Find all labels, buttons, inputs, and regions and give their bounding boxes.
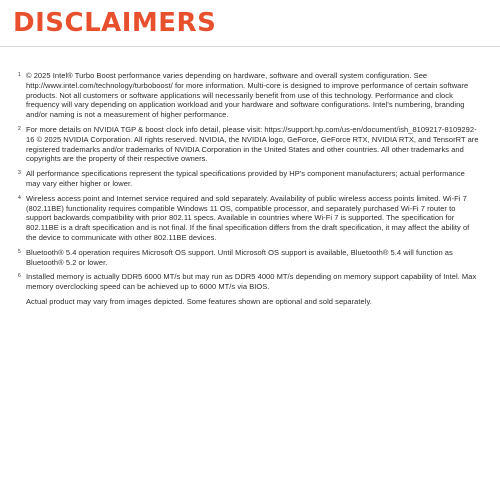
- footnote-list: [18, 71, 480, 307]
- footnote-4: [18, 194, 480, 243]
- footnote-text: For more details on NVIDIA TGP & boost clock info detail, please visit: https://support.hp.com/us-en/document/ish_8109217-8109292-16 © 2025 NVIDIA Corporation. All rights reserved. NVIDIA, the NVIDIA logo, GeForce, GeForce RTX, NVIDIA RTX, and TensorRT are registered trademarks and/or trademarks of NVIDIA Corporation in the United States and other countries. All other trademarks and copyrights are the property of their respective owners.: [26, 124, 479, 164]
- footnote-1: [18, 71, 480, 120]
- footnote-text: Bluetooth® 5.4 operation requires Microsoft OS support. Until Microsoft OS support is available, Bluetooth® 5.4 will function as Bluetooth® 5.2 or lower.: [26, 247, 453, 267]
- footnote-marker: 1: [18, 72, 21, 78]
- footnote-3: [18, 169, 480, 189]
- footnote-6: [18, 272, 480, 292]
- footnote-marker: 5: [18, 248, 21, 255]
- title-divider: [0, 46, 500, 47]
- footnote-marker: 3: [18, 170, 21, 177]
- closing-note: Actual product may vary from images depicted. Some features shown are optional and sold separately.: [26, 296, 372, 306]
- footnote-text: © 2025 Intel® Turbo Boost performance varies depending on hardware, software and overall system configuration. See http://www.intel.com/technology/turboboost/ for more information. Multi-core is designed to improve performance of certain software products. Not all customers or software applications will necessarily benefit from use of this technology. Performance and clock frequency will vary depending on application workload and your hardware and software configurations. Intel's numbering, branding and/or naming is not a measurement of higher performance.: [26, 71, 469, 120]
- footnote-text: All performance specifications represent the typical specifications provided by HP's component manufacturers; actual performance may vary either higher or lower.: [26, 169, 465, 188]
- footnote-marker: 4: [18, 194, 21, 201]
- page-title: DISCLAIMERS: [13, 8, 217, 38]
- footnote-2: [18, 125, 480, 164]
- footnote-marker: 2: [18, 125, 21, 132]
- footnote-text: Installed memory is actually DDR5 6000 MT/s but may run as DDR5 4000 MT/s depending on memory support capability of Intel. Max memory overclocking speed can be achieved up to 6000 MT/s via BIOS.: [26, 272, 477, 292]
- footnote-marker: 6: [18, 273, 21, 280]
- footnote-text: Wireless access point and Internet service required and sold separately. Availability of public wireless access points limited. Wi-Fi 7 (802.11BE) functionality requires compatible Windows 11 OS, compatible processor, and separately purchased Wi-Fi 7 router to support backwards compatibility with prior 802.11 specs. Available in countries where Wi-Fi 7 is supported. The specification for 802.11BE is a draft specification and is not final. If the final specification differs from the draft specification, it may affect the ability of the device to communicate with other 802.11BE devices.: [26, 193, 470, 242]
- footnote-5: [18, 248, 480, 268]
